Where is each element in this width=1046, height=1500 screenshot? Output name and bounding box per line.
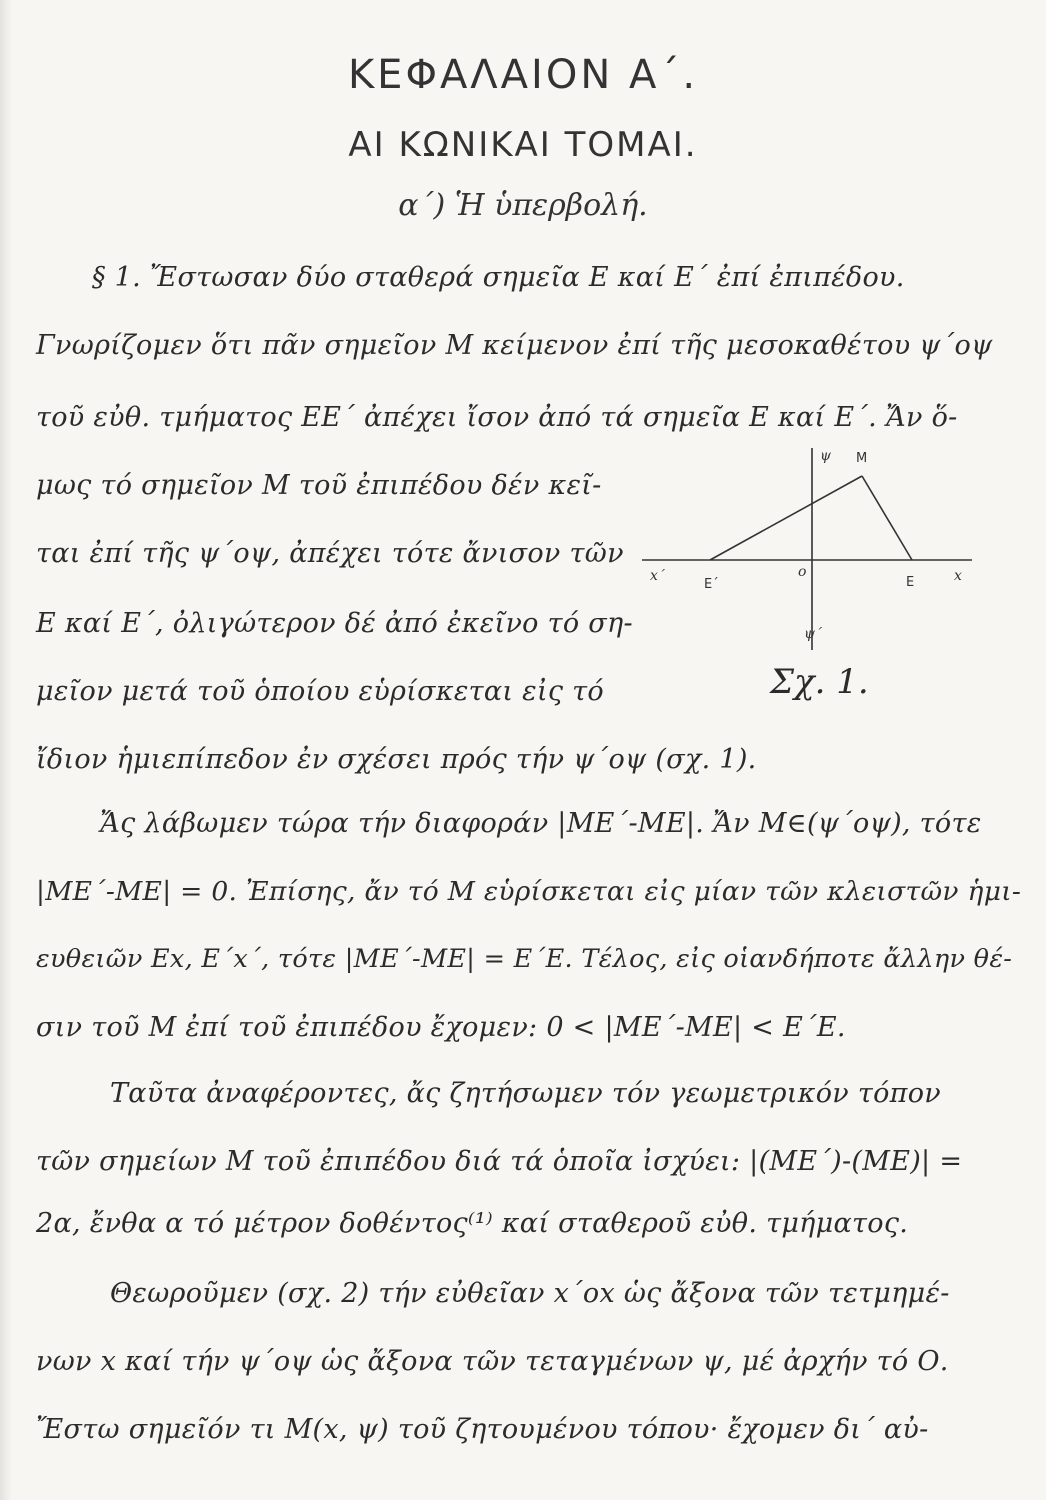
text-line-7: μεῖον μετά τοῦ ὁποίου εὑρίσκεται εἰς τό (36, 676, 604, 707)
text-line-3: τοῦ εὐθ. τμήματος ΕΕ΄ ἀπέχει ἴσον ἀπό τά σημεῖα Ε καί Ε΄. Ἄν ὅ- (36, 402, 958, 433)
figure-caption: Σχ. 1. (770, 662, 869, 702)
topic-title: ΑΙ ΚΩΝΙΚΑΙ ΤΟΜΑΙ. (348, 125, 698, 165)
text-line-12: σιν τοῦ Μ ἐπί τοῦ ἐπιπέδου ἔχομεν: 0 < |ΜΕ΄-ΜΕ| < Ε΄Ε. (36, 1012, 846, 1043)
text-line-13: Ταῦτα ἀναφέροντες, ἄς ζητήσωμεν τόν γεωμετρικόν τόπον (110, 1078, 942, 1109)
label-E: Ε (906, 575, 915, 590)
text-line-9: Ἄς λάβωμεν τώρα τήν διαφοράν |ΜΕ΄-ΜΕ|. Ἄν Μ∈(ψ΄οψ), τότε (100, 808, 982, 839)
segment-M-E (862, 476, 912, 560)
label-M: Μ (856, 451, 868, 466)
label-x-prime: x΄ (650, 568, 665, 584)
label-y-prime: ψ΄ (804, 626, 822, 642)
text-line-8: ἴδιον ἡμιεπίπεδον ἐν σχέσει πρός τήν ψ΄οψ (σχ. 1). (36, 744, 757, 775)
text-line-11: ευθειῶν Εx, Ε΄x΄, τότε |ΜΕ΄-ΜΕ| = Ε΄Ε. Τέλος, εἰς οἱανδήποτε ἄλλην θέ- (36, 944, 1013, 974)
text-line-1: § 1. Ἔστωσαν δύο σταθερά σημεῖα Ε καί Ε΄ ἐπί ἐπιπέδου. (92, 262, 905, 293)
label-O: ο (798, 564, 807, 580)
text-line-2: Γνωρίζομεν ὅτι πᾶν σημεῖον Μ κείμενον ἐπί τῆς μεσοκαθέτου ψ΄οψ (36, 330, 993, 361)
page-binding-shadow (0, 0, 12, 1500)
text-line-14: τῶν σημείων Μ τοῦ ἐπιπέδου διά τά ὁποῖα ἰσχύει: |(ΜΕ΄)-(ΜΕ)| = (36, 1146, 963, 1177)
section-title: α΄) Ἡ ὑπερβολή. (398, 188, 648, 223)
text-line-10: |ΜΕ΄-ΜΕ| = 0. Ἐπίσης, ἄν τό Μ εὑρίσκεται εἰς μίαν τῶν κλειστῶν ἡμι- (36, 876, 1022, 907)
text-line-16: Θεωροῦμεν (σχ. 2) τήν εὐθεῖαν x΄οx ὡς ἄξονα τῶν τετμημέ- (110, 1278, 950, 1309)
text-line-6: Ε καί Ε΄, ὀλιγώτερον δέ ἀπό ἐκεῖνο τό ση- (36, 608, 633, 639)
segment-E-prime-M (710, 476, 862, 560)
figure-1-diagram (636, 440, 976, 660)
text-line-4: μως τό σημεῖον Μ τοῦ ἐπιπέδου δέν κεῖ- (36, 470, 602, 501)
text-line-5: ται ἐπί τῆς ψ΄οψ, ἀπέχει τότε ἄνισον τῶν (36, 538, 624, 569)
label-y: ψ (820, 448, 831, 464)
text-line-17: νων x καί τήν ψ΄οψ ὡς ἄξονα τῶν τεταγμένων ψ, μέ ἀρχήν τό Ο. (36, 1346, 949, 1377)
label-x: x (954, 568, 962, 584)
chapter-title: ΚΕΦΑΛΑΙΟΝ Α΄. (347, 52, 699, 98)
label-E-prime: Ε΄ (704, 577, 719, 592)
text-line-15: 2α, ἔνθα α τό μέτρον δοθέντος⁽¹⁾ καί σταθεροῦ εὐθ. τμήματος. (36, 1208, 909, 1239)
text-line-18: Ἔστω σημεῖόν τι Μ(x, ψ) τοῦ ζητουμένου τόπου· ἔχομεν δι΄ αὐ- (36, 1414, 929, 1445)
